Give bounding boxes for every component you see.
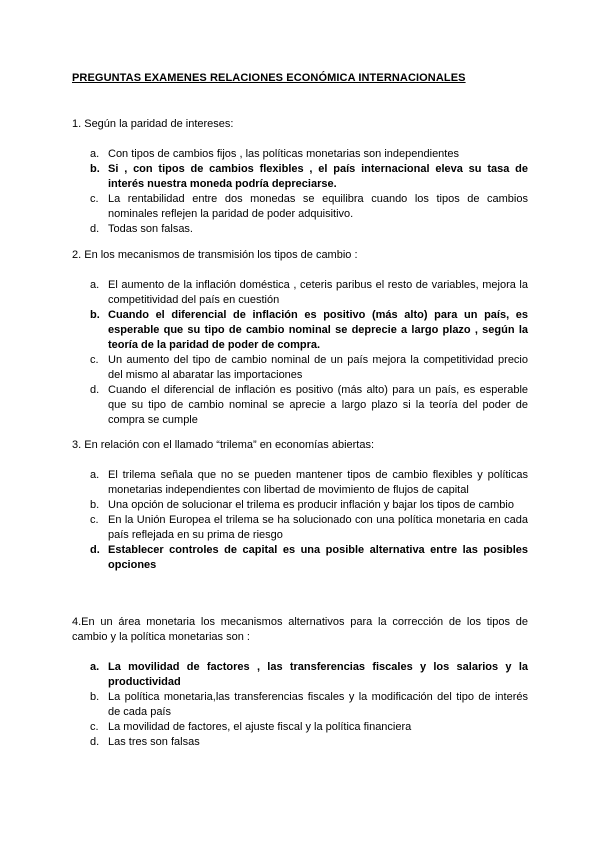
options-list <box>72 147 528 237</box>
option-b: b. Cuando el diferencial de inflación es positivo (más alto) para un país, es esperable que su tipo de cambio nominal se deprecie a largo plazo , según la teoría de la paridad de poder de compra. <box>90 309 528 351</box>
option-d: d. Todas son falsas. <box>90 223 193 235</box>
option-b: b. Si , con tipos de cambios flexibles , el país internacional eleva su tasa de interés nuestra moneda podría depreciarse. <box>90 163 528 190</box>
question-1 <box>72 117 528 237</box>
option-b: b. La política monetaria,las transferencias fiscales y la modificación del tipo de interés de cada país <box>90 691 528 718</box>
option-c: c. La movilidad de factores, el ajuste fiscal y la política financiera <box>90 721 412 733</box>
question-4 <box>72 615 528 750</box>
document-title: PREGUNTAS EXAMENES RELACIONES ECONÓMICA INTERNACIONALES <box>72 72 466 84</box>
option-c: c. En la Unión Europea el trilema se ha solucionado con una política monetaria en cada país reflejada en su prima de riesgo <box>90 514 528 541</box>
option-a: a. La movilidad de factores , las transferencias fiscales y los salarios y la productividad <box>90 661 528 688</box>
question-text: 2. En los mecanismos de transmisión los tipos de cambio : <box>72 249 358 261</box>
option-a: a. El trilema señala que no se pueden mantener tipos de cambio flexibles y políticas monetarias independientes con libertad de movimiento de flujos de capital <box>90 469 528 496</box>
option-d: d. Las tres son falsas <box>90 736 200 748</box>
options-list <box>72 468 528 573</box>
option-c: c. La rentabilidad entre dos monedas se equilibra cuando los tipos de cambios nominales reflejen la paridad de poder adquisitivo. <box>90 193 528 220</box>
option-b: b. Una opción de solucionar el trilema es producir inflación y bajar los tipos de cambio <box>90 499 514 511</box>
question-2 <box>72 248 528 428</box>
question-text: 3. En relación con el llamado “trilema” en economías abiertas: <box>72 439 375 451</box>
options-list <box>72 278 528 428</box>
question-text: 4.En un área monetaria los mecanismos alternativos para la corrección de los tipos de cambio y la política monetarias son : <box>72 616 528 643</box>
options-list <box>72 660 528 750</box>
option-d: d. Cuando el diferencial de inflación es positivo (más alto) para un país, es esperable que su tipo de cambio nominal se aprecie a largo plazo si la teoría del poder de compra se cumple <box>90 384 528 426</box>
question-3 <box>72 438 528 573</box>
option-a: a. Con tipos de cambios fijos , las políticas monetarias son independientes <box>90 148 459 160</box>
option-d: d. Establecer controles de capital es una posible alternativa entre las posibles opciones <box>90 544 528 571</box>
question-text: 1. Según la paridad de intereses: <box>72 118 234 130</box>
option-c: c. Un aumento del tipo de cambio nominal de un país mejora la competitividad precio del mismo al abaratar las importaciones <box>90 354 528 381</box>
option-a: a. El aumento de la inflación doméstica , ceteris paribus el resto de variables, mejora la competitividad del país en cuestión <box>90 279 528 306</box>
